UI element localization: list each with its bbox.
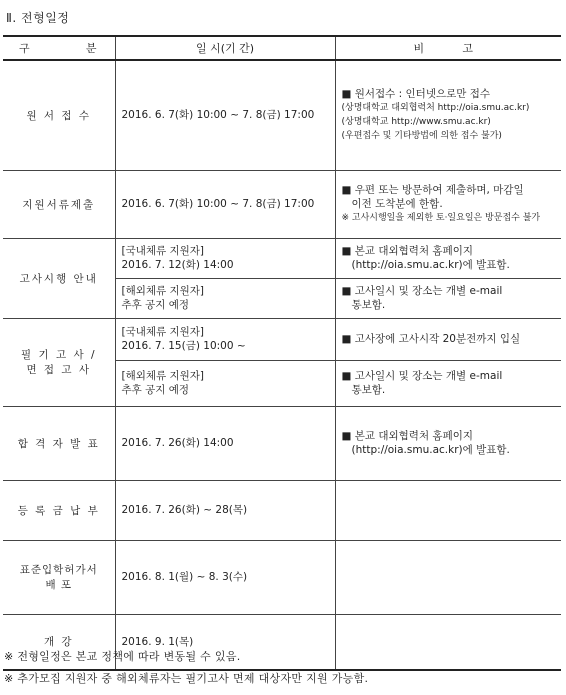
- row-note-domestic: ■ 고사장에 고사시작 20분전까지 입실: [335, 318, 561, 360]
- row-note: [335, 614, 561, 670]
- table-row: [3, 238, 561, 278]
- footnote-additional-recruitment: ※ 추가모집 지원자 중 해외체류자는 필기고사 면제 대상자만 지원 가능함.: [4, 672, 369, 685]
- row-date: 2016. 7. 26(화) 14:00: [115, 406, 335, 480]
- row-note: ■ 원서접수 : 인터넷으로만 접수 (상명대학교 대외협력처 http://oia.smu.ac.kr) (상명대학교 http://www.smu.ac.kr) (우편접수 및 기타방법에 의한 접수 불가): [335, 60, 561, 170]
- footnote-schedule-change: ※ 전형일정은 본교 정책에 따라 변동될 수 있음.: [4, 650, 241, 663]
- table-header-row: [3, 36, 561, 60]
- row-label: 등 록 금 납 부: [3, 480, 115, 540]
- row-date-domestic: [국내체류 지원자] 2016. 7. 12(화) 14:00: [115, 238, 335, 278]
- row-note-domestic: ■ 본교 대외협력처 홈페이지 (http://oia.smu.ac.kr)에 발표함.: [335, 238, 561, 278]
- row-date-overseas: [해외체류 지원자] 추후 공지 예정: [115, 278, 335, 318]
- row-date-domestic: [국내체류 지원자] 2016. 7. 15(금) 10:00 ~: [115, 318, 335, 360]
- table-row: [3, 540, 561, 614]
- row-note: ■ 본교 대외협력처 홈페이지 (http://oia.smu.ac.kr)에 발표함.: [335, 406, 561, 480]
- table-row: [3, 60, 561, 170]
- row-label: 개 강: [3, 614, 115, 670]
- row-date: 2016. 6. 7(화) 10:00 ~ 7. 8(금) 17:00: [115, 60, 335, 170]
- table-row: [3, 480, 561, 540]
- header-date: 일 시(기 간): [115, 36, 335, 60]
- row-date: 2016. 8. 1(월) ~ 8. 3(수): [115, 540, 335, 614]
- table-row: [3, 170, 561, 238]
- schedule-table: [3, 35, 561, 671]
- row-label: 합 격 자 발 표: [3, 406, 115, 480]
- row-label: 필 기 고 사 / 면 접 고 사: [3, 318, 115, 406]
- header-division: 구 분: [3, 36, 115, 60]
- row-date: 2016. 6. 7(화) 10:00 ~ 7. 8(금) 17:00: [115, 170, 335, 238]
- row-date: 2016. 9. 1(목): [115, 614, 335, 670]
- row-date-overseas: [해외체류 지원자] 추후 공지 예정: [115, 360, 335, 406]
- row-note: [335, 540, 561, 614]
- section-title: Ⅱ. 전형일정: [6, 11, 70, 25]
- table-row: [3, 406, 561, 480]
- row-note-overseas: ■ 고사일시 및 장소는 개별 e-mail 통보함.: [335, 278, 561, 318]
- row-label: 표준입학허가서 배 포: [3, 540, 115, 614]
- table-row: [3, 318, 561, 360]
- row-date: 2016. 7. 26(화) ~ 28(목): [115, 480, 335, 540]
- header-note: 비 고: [335, 36, 561, 60]
- row-label: 원 서 접 수: [3, 60, 115, 170]
- row-note: ■ 우편 또는 방문하여 제출하며, 마감일 이전 도착분에 한함. ※ 고사시행일을 제외한 토·일요일은 방문접수 불가: [335, 170, 561, 238]
- row-note-overseas: ■ 고사일시 및 장소는 개별 e-mail 통보함.: [335, 360, 561, 406]
- row-label: 지원서류제출: [3, 170, 115, 238]
- row-label: 고사시행 안내: [3, 238, 115, 318]
- row-note: [335, 480, 561, 540]
